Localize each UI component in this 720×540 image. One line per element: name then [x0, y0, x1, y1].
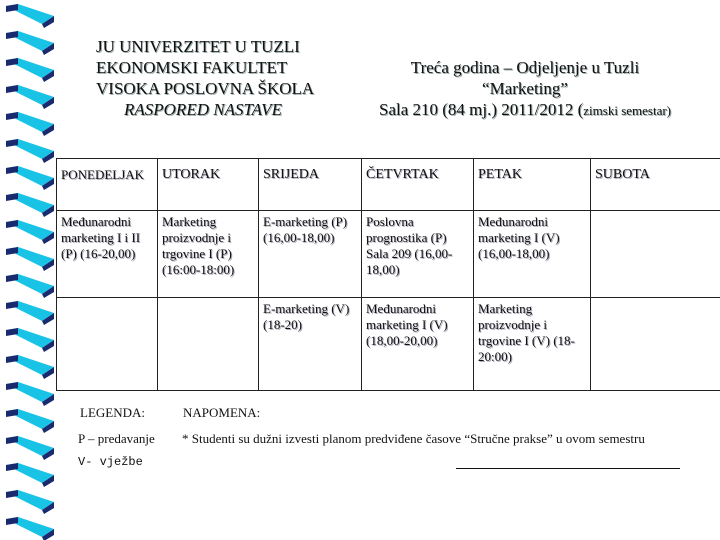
binding-ring — [6, 220, 54, 244]
binding-ring — [6, 301, 54, 325]
schedule-cell: Međunarodni marketing I (V) (16,00-18,00) — [474, 211, 591, 298]
binding-ring — [6, 274, 54, 298]
program-name: “Marketing” — [482, 79, 568, 98]
binding-ring — [6, 409, 54, 433]
schedule-cell: E-marketing (V) (18-20) — [259, 298, 362, 391]
schedule-cell — [158, 298, 259, 391]
binding-ring — [6, 58, 54, 82]
schedule-cell — [591, 298, 720, 391]
schedule-cell: Međunarodni marketing I (V) (18,00-20,00) — [362, 298, 474, 391]
day-header: PONEDELJAK — [57, 159, 158, 211]
legend-title: LEGENDA: — [80, 405, 145, 420]
schedule-cell: Marketing proizvodnje i trgovine I (P) (16:00-18:00) — [158, 211, 259, 298]
university-name: JU UNIVERZITET U TUZLI — [96, 37, 300, 56]
schedule-cell — [57, 298, 158, 391]
binding-ring — [6, 4, 54, 28]
binding-ring — [6, 436, 54, 460]
schedule-cell: Međunarodni marketing I i II (P) (16-20,00) — [57, 211, 158, 298]
table-row — [57, 211, 720, 298]
schedule-table — [56, 158, 720, 391]
binding-ring — [6, 247, 54, 271]
binding-ring — [6, 355, 54, 379]
binding-ring — [6, 328, 54, 352]
room-year: Sala 210 (84 mj.) 2011/2012 ( — [378, 100, 584, 119]
signature-line — [456, 468, 680, 469]
note-text: * Studenti su dužni izvesti planom predviđene časove “Stručne prakse” u ovom semestru — [182, 431, 645, 446]
binding-ring — [6, 166, 54, 190]
year-department: Treća godina – Odjeljenje u Tuzli — [410, 58, 640, 77]
legend-lecture: P – predavanje — [78, 431, 155, 446]
schedule-cell: E-marketing (P) (16,00-18,00) — [259, 211, 362, 298]
legend-exercise: V- vježbe — [78, 455, 143, 469]
spiral-binding — [0, 0, 60, 540]
binding-ring — [6, 463, 54, 487]
schedule-cell — [591, 211, 720, 298]
binding-ring — [6, 139, 54, 163]
binding-ring — [6, 31, 54, 55]
schedule-cell: Marketing proizvodnje i trgovine I (V) (18-20:00) — [474, 298, 591, 391]
days-header-row — [57, 159, 720, 211]
header-right — [340, 57, 710, 121]
binding-ring — [6, 85, 54, 109]
binding-ring — [6, 517, 54, 540]
day-header: PETAK — [474, 159, 591, 211]
table-row — [57, 298, 720, 391]
faculty-name: EKONOMSKI FAKULTET — [96, 58, 288, 77]
header-left — [96, 36, 314, 120]
note-title: NAPOMENA: — [183, 405, 261, 420]
schedule-title: RASPORED NASTAVE — [124, 100, 282, 119]
semester: zimski semestar) — [583, 103, 672, 118]
day-header: ČETVRTAK — [362, 159, 474, 211]
day-header: SUBOTA — [591, 159, 720, 211]
schedule-cell: Poslovna prognostika (P) Sala 209 (16,00-18,00) — [362, 211, 474, 298]
day-header: UTORAK — [158, 159, 259, 211]
room-year-line — [340, 99, 710, 121]
binding-ring — [6, 382, 54, 406]
day-header: SRIJEDA — [259, 159, 362, 211]
school-name: VISOKA POSLOVNA ŠKOLA — [96, 79, 315, 98]
binding-ring — [6, 490, 54, 514]
binding-ring — [6, 193, 54, 217]
binding-ring — [6, 112, 54, 136]
